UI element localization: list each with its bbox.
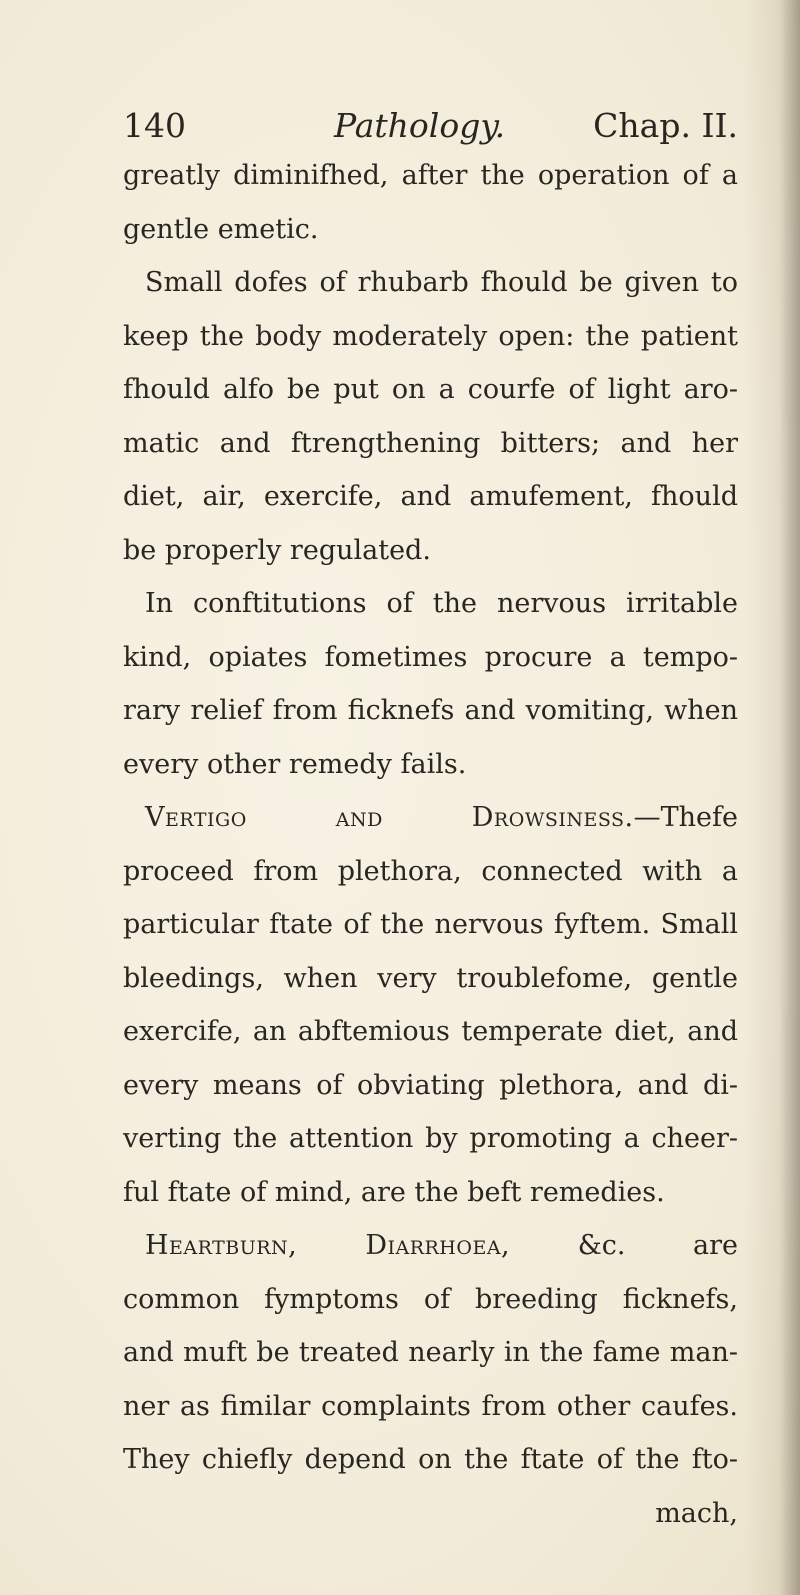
running-header: [123, 103, 738, 149]
text-line: bleedings, when very troublefome, gentle: [123, 962, 738, 994]
text-line: matic and ftrengthening bitters; and her: [123, 427, 738, 459]
section-heading: Vertigo and Drowsiness.: [145, 802, 634, 833]
text-line: Small dofes of rhubarb fhould be given to: [145, 267, 738, 298]
text-line: and muft be treated nearly in the fame man-: [123, 1337, 738, 1368]
text-line: fhould alfo be put on a courfe of light aro-: [123, 374, 738, 405]
text-line: proceed from plethora, connected with a: [123, 855, 738, 887]
catchword: mach,: [655, 1497, 738, 1529]
text-fragment: &c. are: [577, 1230, 738, 1261]
text-line: In conftitutions of the nervous irritable: [145, 588, 738, 619]
section-heading-line: [123, 791, 738, 845]
text-line: ful ftate of mind, are the beft remedies.: [123, 1176, 665, 1208]
text-line: kind, opiates fometimes procure a tempo-: [123, 641, 738, 673]
text-line: greatly diminifhed, after the operation of a: [123, 160, 738, 191]
page-number: 140: [123, 106, 186, 145]
text-fragment: —Thefe: [633, 802, 738, 833]
text-line: common fymptoms of breeding ficknefs,: [123, 1283, 738, 1315]
text-line: verting the attention by promoting a cheer-: [123, 1123, 738, 1154]
text-line: keep the body moderately open: the patient: [123, 320, 738, 352]
section-heading-line: [123, 1219, 738, 1273]
text-line: diet, air, exercife, and amufement, fhould: [123, 481, 738, 512]
text-line: rary relief from ficknefs and vomiting, when: [123, 695, 738, 726]
text-line: gentle emetic.: [123, 213, 319, 245]
text-line: exercife, an abftemious temperate diet, and: [123, 1016, 738, 1047]
section-heading: Heartburn, Diarrhoea,: [145, 1230, 511, 1261]
body-text: [123, 149, 738, 1540]
page-edge-shadow: [780, 0, 800, 1595]
chapter-reference: Chap. II.: [593, 106, 738, 145]
text-line: They chiefly depend on the ftate of the fto-: [123, 1444, 738, 1475]
text-line: be properly regulated.: [123, 534, 431, 566]
text-line: every means of obviating plethora, and di-: [123, 1069, 738, 1101]
text-line: every other remedy fails.: [123, 748, 467, 780]
text-line: particular ftate of the nervous fyftem. Small: [123, 909, 738, 940]
text-line: ner as fimilar complaints from other caufes.: [123, 1390, 738, 1422]
running-title: Pathology.: [334, 106, 506, 145]
